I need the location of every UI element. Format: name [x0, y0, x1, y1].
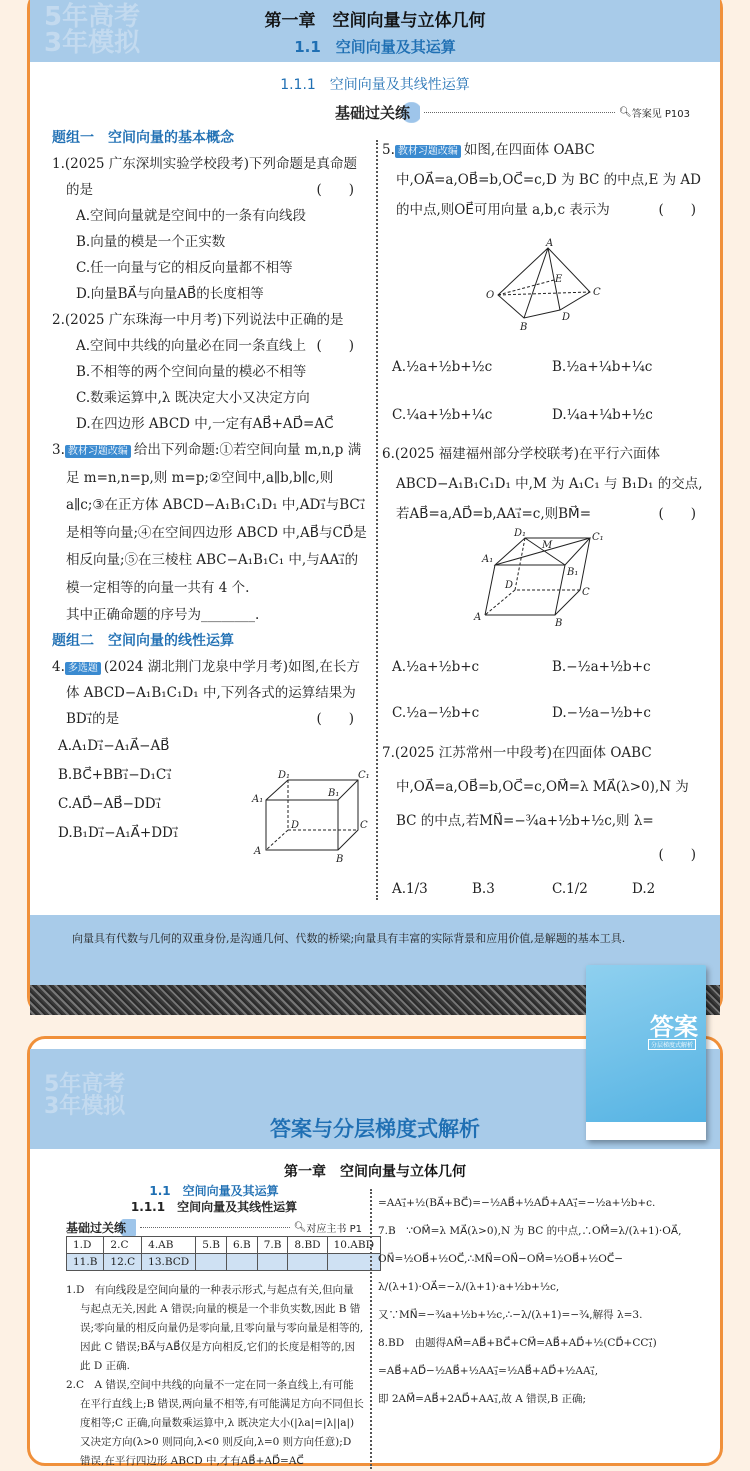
svg-text:C: C — [593, 287, 601, 298]
answer-ref: 对应主书 P1 — [306, 1224, 362, 1235]
svg-text:D: D — [505, 580, 514, 591]
question-5-options — [382, 343, 712, 439]
question-3-ask: 其中正确命题的序号为________. — [66, 607, 260, 623]
practice-header — [66, 1219, 362, 1236]
svg-text:B₁: B₁ — [328, 788, 340, 799]
question-7-options — [382, 872, 712, 906]
option: B.½a+¼b+¼c — [552, 359, 653, 375]
option: C.AD⃗−AB⃗−DD₁⃗ — [58, 796, 161, 812]
question-6: 6.(2025 福建福州部分学校联考)在平行六面体 ABCD−A₁B₁C₁D₁ 中,M 为 A₁C₁ 与 B₁D₁ 的交点,若AB⃗=a,AD⃗=b,AA₁⃗=c,则BM⃗= ( ) — [382, 446, 703, 522]
search-icon: 🔍︎ — [293, 1222, 307, 1233]
question-4: 4. 多选题 (2024 湖北荆门龙泉中学月考)如图,在长方体 ABCD−A₁B₁C₁D₁ 中,下列各式的运算结果为BD₁⃗的是 ( ) — [52, 659, 360, 727]
svg-text:C: C — [582, 587, 590, 598]
answer-6-cont: =AA₁⃗+½(BA⃗+BC⃗)=−½AB⃗+½AD⃗+AA₁⃗=−½a+½b+c. — [378, 1197, 656, 1209]
svg-text:B: B — [336, 854, 344, 865]
option: A.½a+½b+½c — [392, 359, 493, 375]
subsection-title: 1.1.1 空间向量及其线性运算 — [130, 1200, 298, 1214]
left-column — [52, 125, 370, 848]
answer-7: 7.B ∵OM⃗=λ MA⃗(λ>0),N 为 BC 的中点,∴OM⃗=λ/(λ+1)·OA⃗, — [378, 1225, 682, 1237]
column-divider — [376, 140, 378, 900]
option: A.空间向量就是空间中的一条有向线段 — [76, 208, 307, 224]
option: D.2 — [632, 881, 656, 897]
group1-heading: 题组一 空间向量的基本概念 — [52, 130, 234, 146]
option: D.B₁D₁⃗−A₁A⃗+DD₁⃗ — [58, 825, 179, 841]
option: A.1/3 — [392, 881, 428, 897]
option: D.在四边形 ABCD 中,一定有AB⃗+AD⃗=AC⃗ — [76, 416, 334, 432]
question-6-options — [382, 644, 712, 736]
option: B.3 — [472, 881, 495, 897]
question-7: 7.(2025 江苏常州一中段考)在四面体 OABC 中,OA⃗=a,OB⃗=b,OC⃗=c,OM⃗=λ MA⃗(λ>0),N 为 BC 的中点,若MN⃗=−¾a+½b+½c,则 λ= ( ) — [382, 745, 696, 863]
multi-select-tag: 多选题 — [65, 662, 101, 675]
brand-logo: 5年高考 3年模拟 — [44, 2, 141, 58]
svg-text:A: A — [254, 846, 262, 857]
practice-header — [335, 102, 690, 123]
answer-book-cover: 答案 分层梯度式解析 — [586, 965, 706, 1140]
answer-key-table: 1.D 2.C 4.AB 5.B 6.B 7.B 8.BD 10.ABD 11.B 12.C 13.BCD — [66, 1236, 381, 1271]
svg-text:A₁: A₁ — [252, 794, 264, 805]
option: C.½a−½b+c — [392, 705, 480, 721]
brand-logo: 5年高考 3年模拟 — [44, 1072, 126, 1119]
option: D.向量BA⃗与向量AB⃗的长度相等 — [76, 286, 264, 302]
svg-text:D₁: D₁ — [514, 528, 527, 539]
svg-text:B: B — [520, 322, 528, 333]
practice-title: 基础过关练 — [66, 1219, 136, 1236]
search-icon: 🔍︎ — [619, 107, 632, 118]
svg-text:D: D — [291, 820, 300, 831]
svg-text:A₁: A₁ — [482, 554, 494, 565]
exercise-page-card — [27, 0, 723, 1015]
svg-text:A: A — [474, 612, 482, 623]
svg-text:D₁: D₁ — [278, 770, 291, 781]
option: A.½a+½b+c — [392, 659, 480, 675]
answer-ref: 答案见 P103 — [631, 109, 690, 120]
subsection-title: 1.1.1 空间向量及其线性运算 — [280, 77, 470, 93]
dotted-leader — [424, 112, 615, 113]
answer-8: 8.BD 由题得AM⃗=AB⃗+BC⃗+CM⃗=AB⃗+AD⃗+½(CD⃗+CC₁⃗) — [378, 1337, 657, 1349]
textbook-tag: 教材习题改编 — [65, 445, 131, 458]
svg-text:B: B — [555, 618, 563, 629]
cuboid-figure — [248, 770, 368, 865]
tetrahedron-figure — [480, 240, 620, 340]
option: A.A₁D₁⃗−A₁A⃗−AB⃗ — [58, 738, 170, 754]
question-3: 3. 教材习题改编 给出下列命题:①若空间向量 m,n,p 满足 m=n,n=p,则 m=p;②空间中,a∥b,b∥c,则 a∥c;③在正方体 ABCD−A₁B₁C₁D₁ 中,AD₁⃗与BC₁⃗是相等向量;④在空间四边形 ABCD 中,AB⃗与CD⃗是相反向量;⑤在三棱柱 ABC−A₁B₁C₁ 中,与AA₁⃗的模一定相等的向量一共有 4 个. — [52, 442, 367, 596]
svg-text:O: O — [486, 290, 495, 301]
svg-text:C₁: C₁ — [358, 770, 370, 781]
answer-left-column — [66, 1281, 364, 1471]
answer-right-column: =AA₁⃗+½(BA⃗+BC⃗)=−½AB⃗+½AD⃗+AA₁⃗=−½a+½b+c. 7.B ∵OM⃗=λ MA⃗(λ>0),N 为 BC 的中点,∴OM⃗=λ/(λ+1)·OA⃗, ON⃗=½OB⃗+½OC⃗,∴MN⃗=ON⃗−OM⃗=½OB⃗+½OC⃗− λ/(λ+1)·OA⃗=−λ/(λ+1)·a+½b+½c, 又∵MN⃗=−¾a+½b+½c,∴−λ/(λ+1)=−¾,解得 λ=3. 8.BD 由题得AM⃗=AB⃗+BC⃗+CM⃗=AB⃗+AD⃗+½(CD⃗+CC₁⃗) =AB⃗+AD⃗−½AB⃗+½AA₁⃗=½AB⃗+AD⃗+½AA₁⃗, 即 2AM⃗=AB⃗+2AD⃗+AA₁⃗,故 A 错误,B 正确; — [378, 1189, 708, 1413]
answer-title: 答案与分层梯度式解析 — [270, 1117, 480, 1141]
answer-headings — [44, 1183, 384, 1215]
chapter-title: 第一章 空间向量与立体几何 — [284, 1164, 466, 1180]
textbook-tag: 教材习题改编 — [395, 145, 461, 158]
practice-title: 基础过关练 — [335, 102, 420, 123]
question-1: 1.(2025 广东深圳实验学校段考)下列命题是真命题的是 ( ) — [52, 156, 358, 198]
question-2: 2.(2025 广东珠海一中月考)下列说法中正确的是 ( ) — [52, 312, 354, 354]
svg-text:C: C — [360, 820, 368, 831]
option: B.BC⃗+BB₁⃗−D₁C₁⃗ — [58, 767, 172, 783]
parallelepiped-figure — [470, 528, 604, 630]
svg-text:A: A — [546, 238, 554, 249]
section-title: 1.1 空间向量及其运算 — [294, 38, 456, 56]
option: C.数乘运算中,λ 既决定大小又决定方向 — [76, 390, 310, 406]
svg-text:C₁: C₁ — [592, 532, 604, 543]
svg-text:B₁: B₁ — [567, 567, 579, 578]
option: A.空间中共线的向量必在同一条直线上 — [76, 338, 307, 354]
svg-text:D: D — [562, 312, 571, 323]
option: B.不相等的两个空间向量的模必不相等 — [76, 364, 307, 380]
option: C.任一向量与它的相反向量都不相等 — [76, 260, 293, 276]
answer-2: 2.C A 错误,空间中共线的向量不一定在同一条直线上,有可能在平行直线上;B 错误,两向量不相等,有可能满足方向不同但长度相等;C 正确,向量数乘运算中,λ 既决定大小(|λa|=|λ||a|)又决定方向(λ>0 则同向,λ<0 则反向,λ=0 则方向任意);D 错误,在平行四边形 ABCD 中,才有AB⃗+AD⃗=AC⃗ — [66, 1379, 364, 1467]
option: C.1/2 — [552, 881, 588, 897]
section-title: 1.1 空间向量及其运算 — [149, 1184, 279, 1198]
answer-1: 1.D 有向线段是空间向量的一种表示形式,与起点有关,但向量与起点无关,因此 A 错误;向量的模是一个非负实数,因此 B 错误;零向量的相反向量仍是零向量,且零向量与零向量是相等的,因此 C 错误;BA⃗与AB⃗仅是方向相反,它们的长度是相等的,因此 D 正确. — [66, 1284, 364, 1372]
svg-text:M: M — [542, 540, 553, 551]
svg-text:E: E — [555, 274, 563, 285]
footer-note: 向量具有代数与几何的双重身份,是沟通几何、代数的桥梁;向量具有丰富的实际背景和应用价值,是解题的基本工具. — [72, 932, 626, 945]
option: C.¼a+½b+¼c — [392, 407, 493, 423]
question-5: 5. 教材习题改编 如图,在四面体 OABC 中,OA⃗=a,OB⃗=b,OC⃗=c,D 为 BC 的中点,E 为 AD 的中点,则OE⃗可用向量 a,b,c 表示为 ( ) — [382, 142, 701, 218]
option: B.向量的模是一个正实数 — [76, 234, 226, 250]
column-divider — [370, 1189, 372, 1469]
chapter-title: 第一章 空间向量与立体几何 — [264, 11, 486, 31]
option: D.−½a−½b+c — [552, 705, 651, 721]
option: D.¼a+¼b+½c — [552, 407, 653, 423]
option: B.−½a+½b+c — [552, 659, 651, 675]
group2-heading: 题组二 空间向量的线性运算 — [52, 633, 234, 649]
